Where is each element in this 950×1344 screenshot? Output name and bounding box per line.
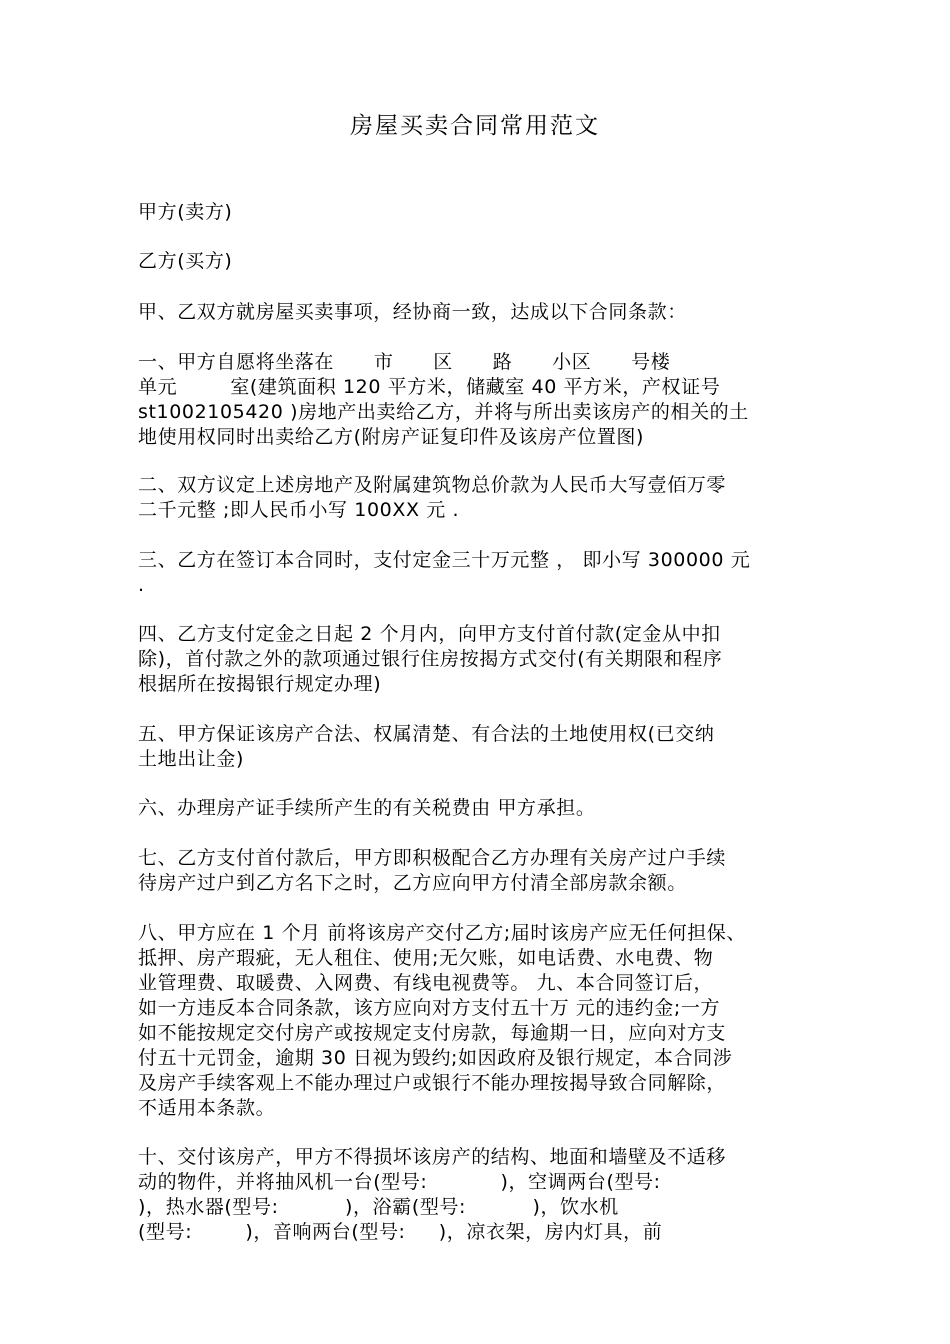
clause-4-paragraph [138,622,828,697]
text-line: 不适用本条款。 [138,1097,276,1119]
text-line: 甲方(卖方) [138,201,233,223]
party-b-paragraph [138,249,828,274]
text-line: 二千元整 ;即人民币小写 100XX 元 . [138,499,460,521]
text-line: 甲、乙双方就房屋买卖事项，经协商一致，达成以下合同条款： [138,301,687,323]
text-line: 根据所在按揭银行规定办理) [138,673,382,695]
text-line: 除)，首付款之外的款项通过银行住房按揭方式交付(有关期限和程序 [138,648,723,670]
text-line: 抵押、房产瑕疵，无人租住、使用;无欠账，如电话费、水电费、物 [138,947,714,969]
text-line: )，热水器(型号: )，浴霸(型号: )，饮水机 [138,1196,619,1218]
clause-10-paragraph [138,1145,828,1245]
text-line: 六、办理房产证手续所产生的有关税费由 甲方承担。 [138,797,596,819]
clause-1-paragraph [138,350,828,450]
clause-7-paragraph [138,846,828,896]
text-line: 五、甲方保证该房产合法、权属清楚、有合法的土地使用权(已交纳 [138,723,715,745]
party-a-paragraph [138,200,828,225]
text-line: 及房产手续客观上不能办理过户或银行不能办理按揭导致合同解除， [138,1072,727,1094]
text-line: 单元 室(建筑面积 120 平方米，储藏室 40 平方米，产权证号 [138,376,721,398]
text-line: st1002105420 )房地产出卖给乙方，并将与所出卖该房产的相关的土 [138,401,749,423]
text-line: 待房产过户到乙方名下之时，乙方应向甲方付清全部房款余额。 [138,872,687,894]
clause-2-paragraph [138,473,828,523]
intro-paragraph [138,300,828,325]
text-line: 乙方(买方) [138,250,233,272]
clause-6-paragraph [138,796,828,821]
text-line: 土地出让金) [138,748,245,770]
document-title: 房屋买卖合同常用范文 [350,113,600,139]
text-line: 四、乙方支付定金之日起 2 个月内，向甲方支付首付款(定金从中扣 [138,623,721,645]
text-line: 业管理费、取暖费、入网费、有线电视费等。 九、本合同签订后， [138,972,714,994]
text-line: 如不能按规定交付房产或按规定支付房款，每逾期一日，应向对方支 [138,1022,727,1044]
text-line: 二、双方议定上述房地产及附属建筑物总价款为人民币大写壹佰万零 [138,474,727,496]
text-line: 七、乙方支付首付款后，甲方即积极配合乙方办理有关房产过户手续 [138,847,727,869]
clause-8-9-paragraph [138,921,828,1121]
text-line: 八、甲方应在 1 个月 前将该房产交付乙方;届时该房产应无任何担保、 [138,922,747,944]
text-line: (型号: )，音响两台(型号: )，凉衣架，房内灯具，前 [138,1221,663,1243]
text-line: 地使用权同时出卖给乙方(附房产证复印件及该房产位置图) [138,426,645,448]
text-line: . [138,574,145,596]
text-line: 付五十元罚金，逾期 30 日视为毁约;如因政府及银行规定，本合同涉 [138,1047,733,1069]
text-line: 一、甲方自愿将坐落在 市 区 路 小区 号楼 [138,351,671,373]
clause-5-paragraph [138,722,828,772]
clause-3-paragraph [138,548,828,598]
text-line: 动的物件，并将抽风机一台(型号: )，空调两台(型号: [138,1171,661,1193]
text-line: 如一方违反本合同条款，该方应向对方支付五十万 元的违约金;一方 [138,997,721,1019]
text-line: 十、交付该房产，甲方不得损坏该房产的结构、地面和墙壁及不适移 [138,1146,727,1168]
text-line: 三、乙方在签订本合同时，支付定金三十万元整 ， 即小写 300000 元 [138,549,751,571]
